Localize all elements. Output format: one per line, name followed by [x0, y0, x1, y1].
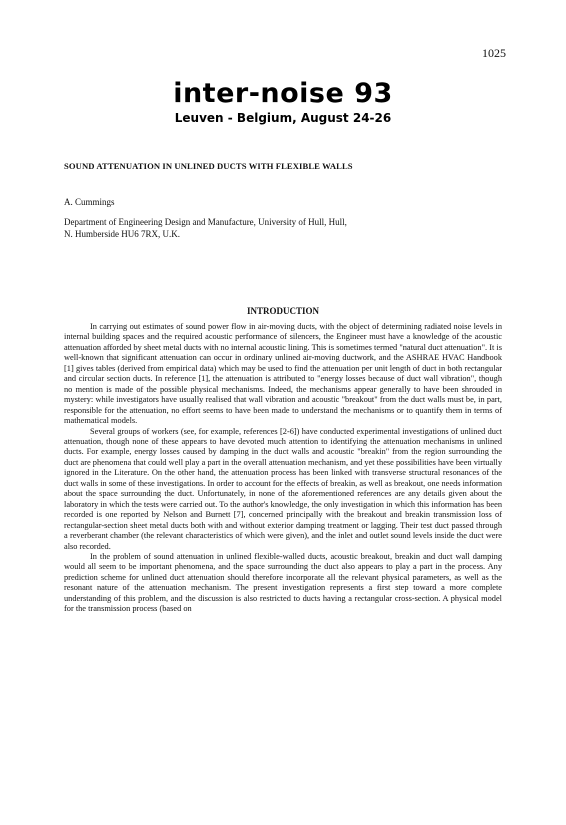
section-heading: INTRODUCTION [246, 306, 319, 316]
paragraph: Several groups of workers (see, for example, references [2-6]) have conducted experimental investigations of unlined duct attenuation, though none of these appears to have devoted much attention to identifying the attenuation mechanisms in unlined ducts. For example, energy losses caused by damping in the duct walls and acoustic "breakin" from the region surrounding the duct are phenomena that could well play a part in the overall attenuation mechanism, and yet these possibilities have been virtually ignored in the Literature. On the other hand, the attenuation process has been linked with transverse structural resonances of the duct walls in some of these investigations. In order to account for the effects of breakin, as well as breakout, one needs information about the space surrounding the duct. Unfortunately, in none of the aforementioned references are any details given about the laboratory in which the tests were carried out. To the author's knowledge, the only investigation in which this information has been recorded is one reported by Nelson and Burnett [7], concerned principally with the breakout and breakin transmission loss of rectangular-section sheet metal ducts both with and without exterior damping treatment or lagging. Their test duct passed through a reverberant chamber (the relevant characteristics of which were given), and the inlet and outlet sound levels inside the duct were also recorded. [64, 426, 502, 551]
page-number: 1025 [482, 46, 506, 60]
conference-subtitle: Leuven - Belgium, August 24-26 [174, 111, 392, 125]
conference-title: inter-noise 93 [173, 78, 393, 109]
paper-title: SOUND ATTENUATION IN UNLINED DUCTS WITH FLEXIBLE WALLS [64, 161, 353, 171]
affiliation-line-2: N. Humberside HU6 7RX, U.K. [64, 229, 180, 239]
affiliation-line-1: Department of Engineering Design and Manufacture, University of Hull, Hull, [64, 217, 347, 227]
author: A. Cummings [64, 197, 115, 207]
body-text [64, 322, 502, 615]
paragraph: In carrying out estimates of sound power flow in air-moving ducts, with the object of determining radiated noise levels in internal building spaces and the required acoustic performance of silencers, the Engineer must have a knowledge of the acoustic attenuation afforded by sheet metal ducts with no internal acoustic lining. This is sometimes termed "natural duct attenuation". It is well-known that significant attenuation can occur in ordinary unlined air-moving ductwork, and the ASHRAE HVAC Handbook [1] gives tables (derived from empirical data) which may be used to find the attenuation per unit length of duct in both rectangular and circular section ducts. In reference [1], the attenuation is attributed to "energy losses because of duct wall vibration", though no mention is made of the possible physical mechanisms. Indeed, the mechanisms appear generally to have been shrouded in mystery: while investigators have usually realised that wall vibration and acoustic "breakout" from the duct walls must be, in part, responsible for the attenuation, no effort seems to have been made to understand the mechanisms or to quantify them in terms of mathematical models. [64, 322, 502, 426]
affiliation [64, 216, 347, 240]
paragraph: In the problem of sound attenuation in unlined flexible-walled ducts, acoustic breakout, breakin and duct wall damping would all seem to be important phenomena, and the space surrounding the duct also appears to play a part in the process. Any prediction scheme for unlined duct attenuation should therefore incorporate all the relevant physical parameters, as well as the resonant nature of the attenuation mechanism. The present investigation represents a first step toward a more complete understanding of this problem, and the discussion is also restricted to ducts having a rectangular cross-section. A physical model for the transmission process (based on [64, 551, 502, 614]
